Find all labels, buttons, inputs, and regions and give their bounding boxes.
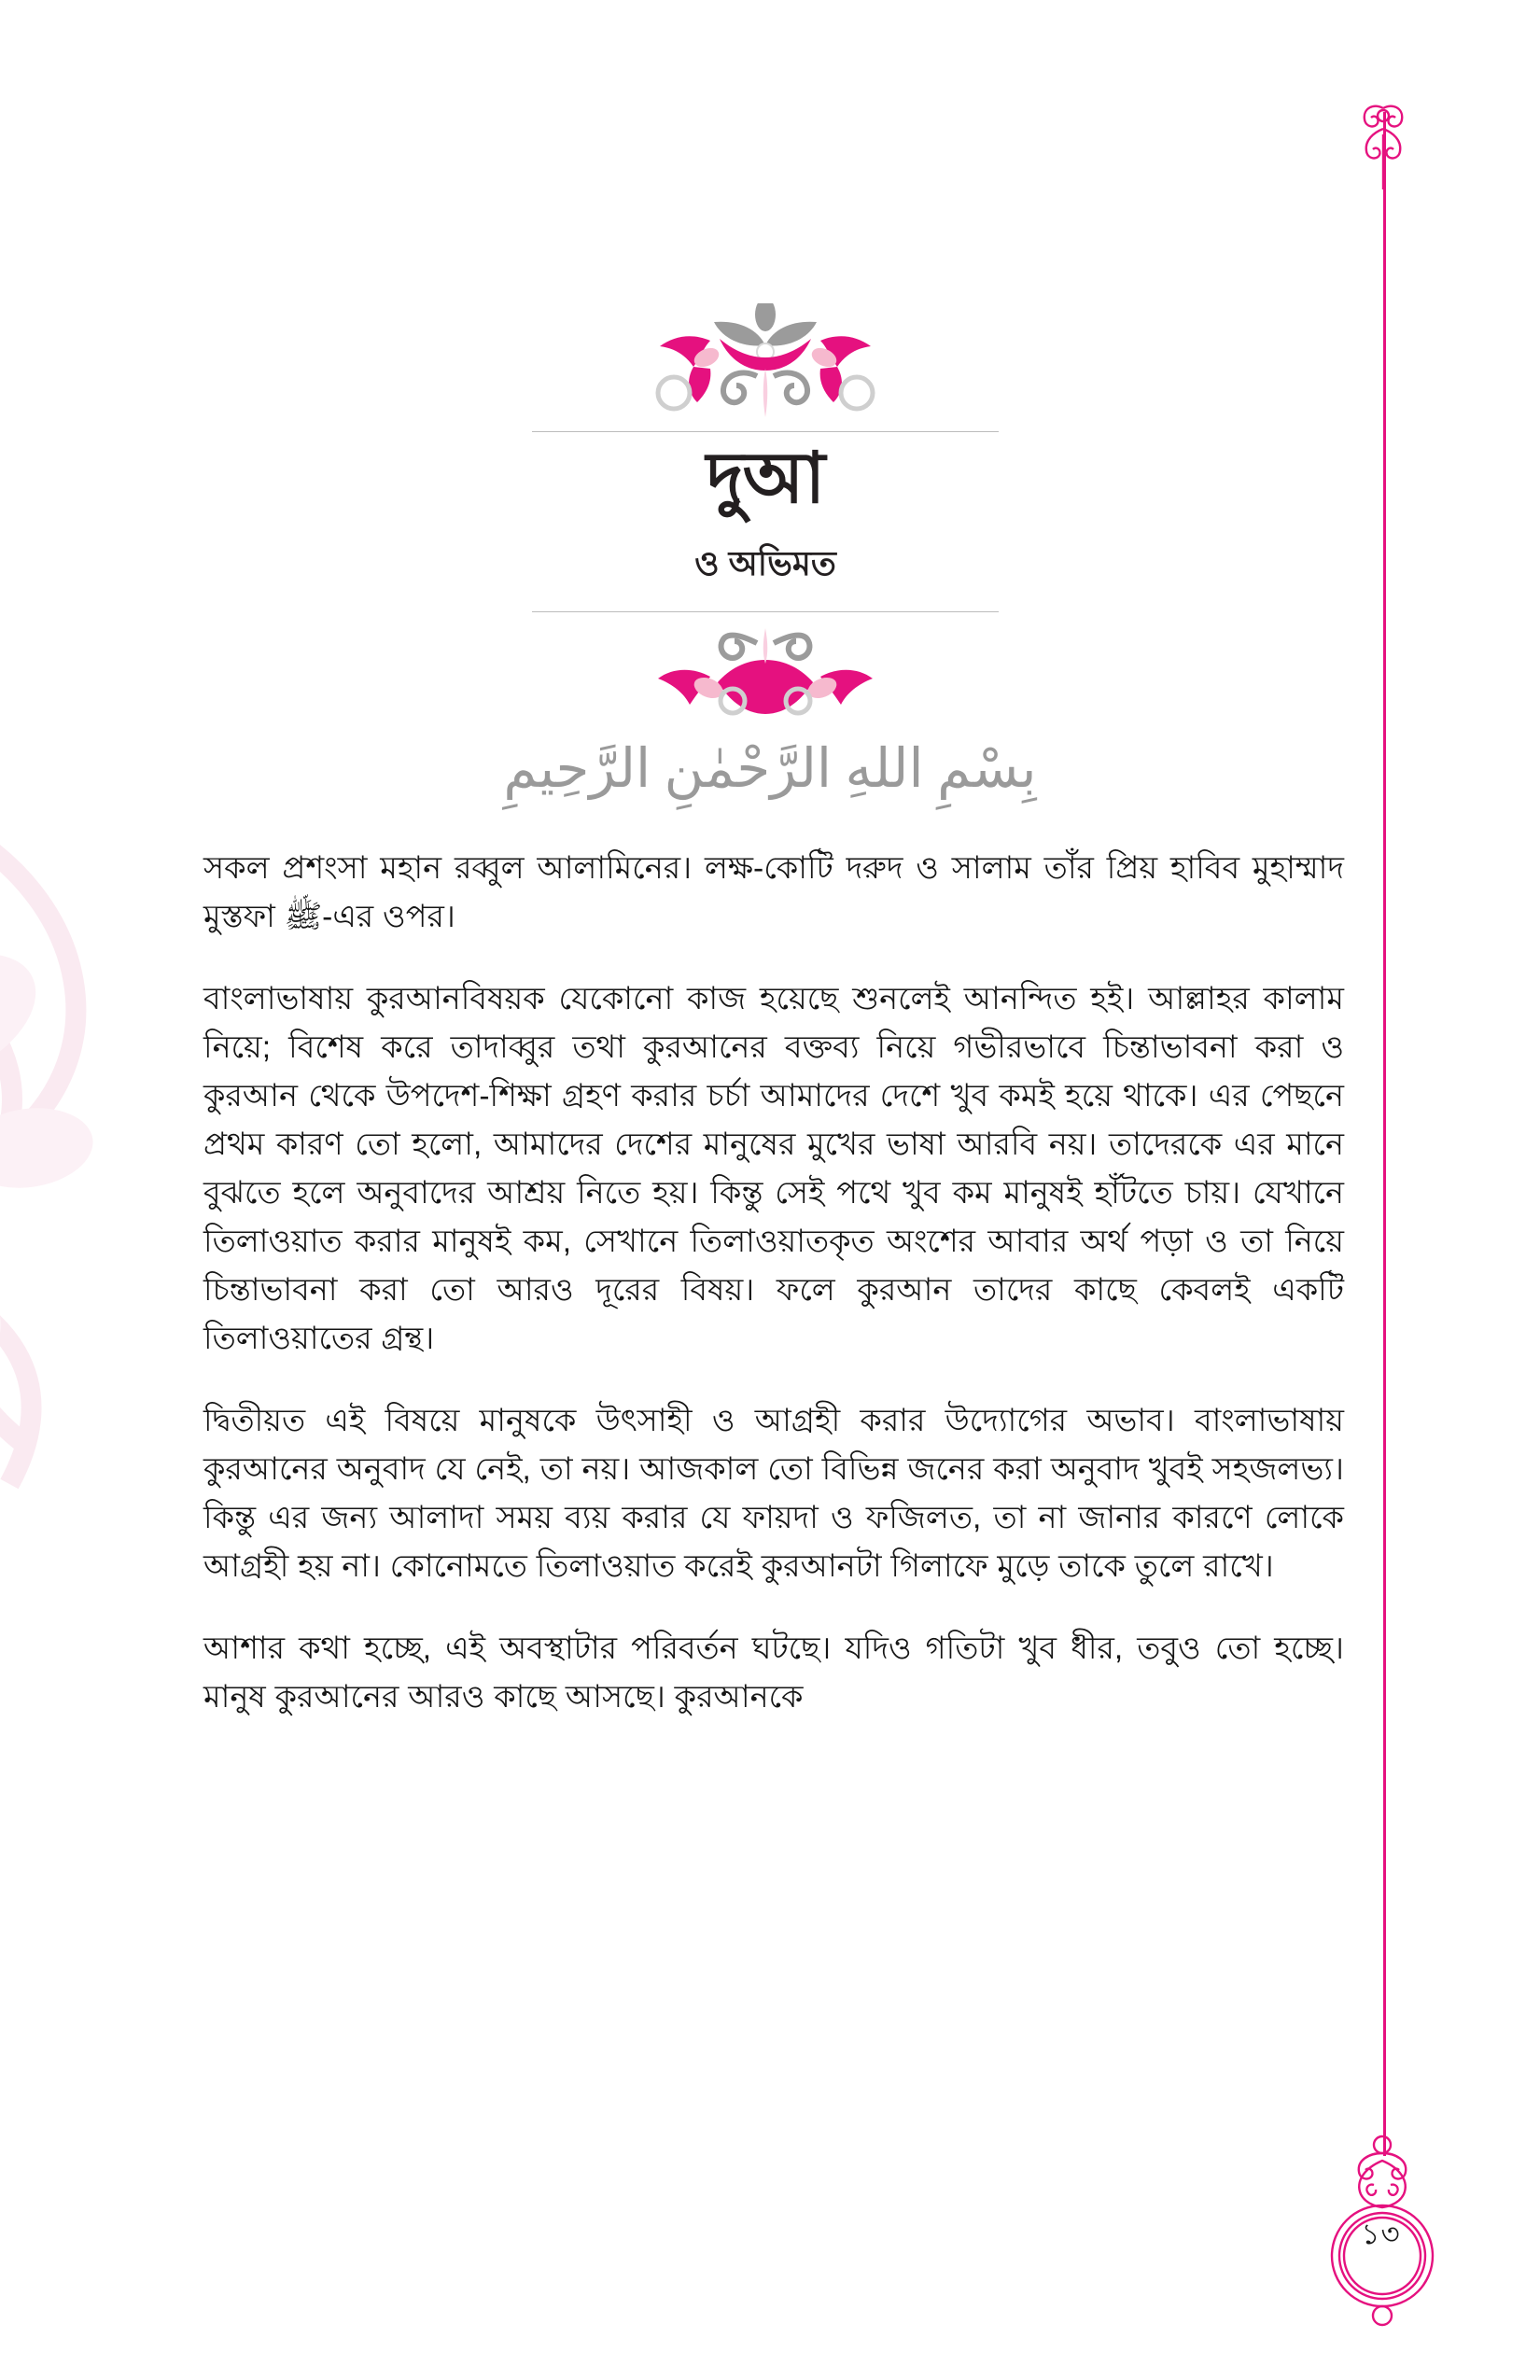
page-subtitle: ও অভিমত	[694, 544, 836, 582]
body-text-column	[203, 845, 1344, 1722]
paragraph: বাংলাভাষায় কুরআনবিষয়ক যেকোনো কাজ হয়েছে শুনলেই আনন্দিত হই। আল্লাহর কালাম নিয়ে; বিশেষ করে তাদাব্বুর তথা কুরআনের বক্তব্য নিয়ে গভীরভাবে চিন্তাভাবনা করা ও কুরআন থেকে উপদেশ-শিক্ষা গ্রহণ করার চর্চা আমাদের দেশে খুব কমই হয়ে থাকে। এর পেছনে প্রথম কারণ তো হলো, আমাদের দেশের মানুষের মুখের ভাষা আরবি নয়। তাদেরকে এর মানে বুঝতে হলে অনুবাদের আশ্রয় নিতে হয়। কিন্তু সেই পথে খুব কম মানুষই হাঁটতে চায়। যেখানে তিলাওয়াত করার মানুষই কম, সেখানে তিলাওয়াতকৃত অংশের আবার অর্থ পড়া ও তা নিয়ে চিন্তাভাবনা করা তো আরও দূরের বিষয়। ফলে কুরআন তাদের কাছে কেবলই একটি তিলাওয়াতের গ্রন্থ।	[203, 982, 1344, 1356]
page-number: ১৩	[1361, 2218, 1401, 2250]
page-title: দুআ	[706, 439, 825, 518]
bismillah-calligraphy: بِسْمِ اللهِ الرَّحْمٰنِ الرَّحِيمِ	[503, 738, 1037, 799]
paragraph: দ্বিতীয়ত এই বিষয়ে মানুষকে উৎসাহী ও আগ্রহী করার উদ্যোগের অভাব। বাংলাভাষায় কুরআনের অনুবাদ যে নেই, তা নয়। আজকাল তো বিভিন্ন জনের করা অনুবাদ খুবই সহজলভ্য। কিন্তু এর জন্য আলাদা সময় ব্যয় করার যে ফায়দা ও ফজিলত, তা না জানার কারণে লোকে আগ্রহী হয় না। কোনোমতে তিলাওয়াত করেই কুরআনটা গিলাফে মুড়ে তাকে তুলে রাখে।	[203, 1404, 1344, 1584]
floral-ornament-top-icon	[621, 303, 910, 425]
floral-ornament-bottom-icon	[621, 611, 910, 723]
paragraph: আশার কথা হচ্ছে, এই অবস্থাটার পরিবর্তন ঘটছে। যদিও গতিটা খুব ধীর, তবুও তো হচ্ছে। মানুষ কুরআনের আরও কাছে আসছে। কুরআনকে	[203, 1631, 1344, 1715]
decorative-vertical-rule	[1383, 112, 1386, 2156]
paragraph: সকল প্রশংসা মহান রব্বুল আলামিনের। লক্ষ-কোটি দরুদ ও সালাম তাঁর প্রিয় হাবিব মুহাম্মাদ মুস্তফা ﷺ-এর ওপর।	[203, 851, 1344, 934]
chapter-header	[532, 303, 999, 723]
header-rule-top	[532, 431, 999, 432]
